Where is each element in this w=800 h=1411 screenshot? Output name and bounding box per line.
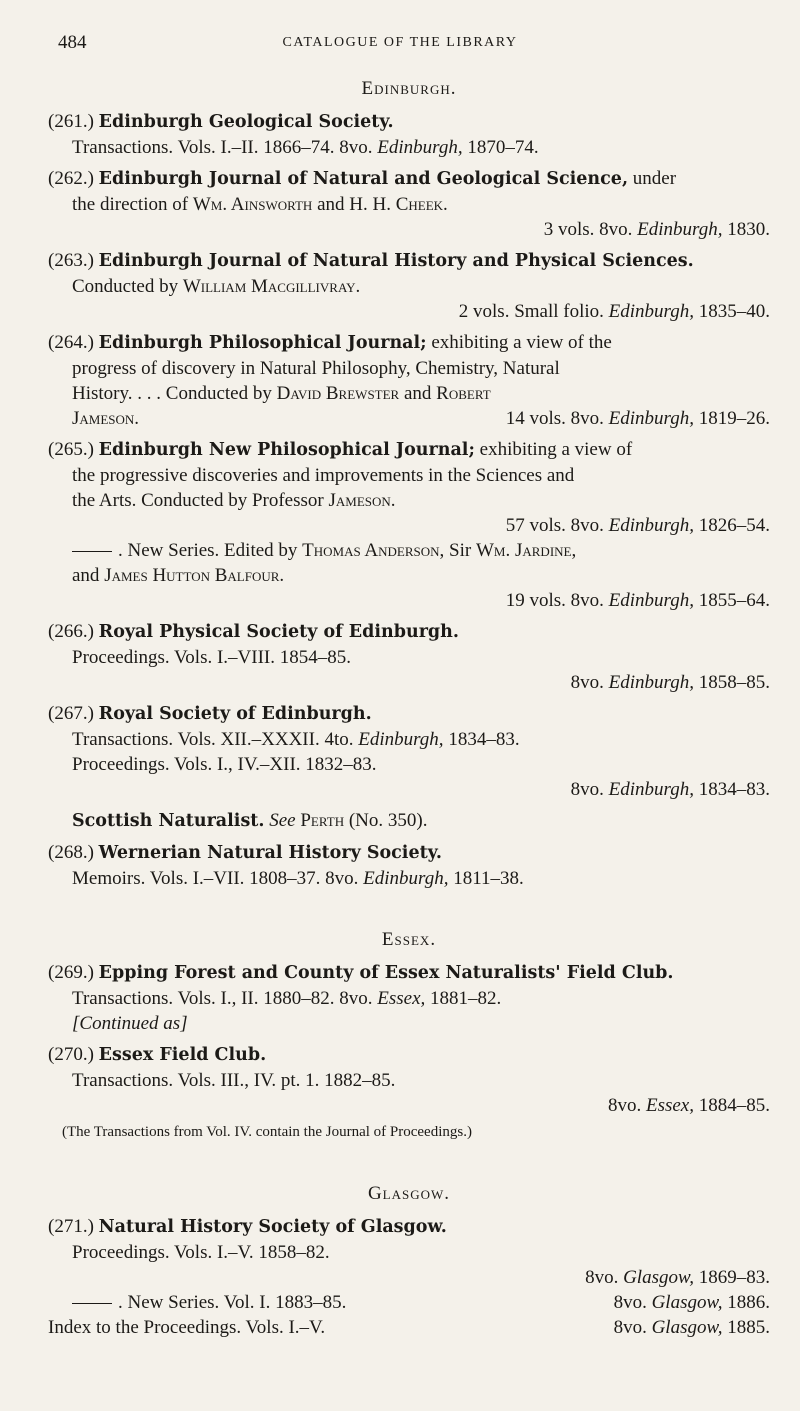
text-segment: 1834–83. xyxy=(448,729,520,750)
text-segment: the direction of xyxy=(72,194,189,215)
text-segment: 57 vols. 8vo. xyxy=(505,515,604,536)
text-segment: [Continued as] xyxy=(72,1013,188,1034)
text-segment: Proceedings. Vols. I., IV.–XII. 1832–83. xyxy=(72,754,377,775)
entry-265: (265.) Edinburgh New Philosophical Journal; exhibiting a view of the progressive discoveries and improvements in the Sciences and the Arts. Conducted by Professor Jameson. 57 vols. 8vo. Edinburgh, 1826–54. . New Series. Edited by Thomas Anderson, Sir Wm. Jardine, and James Hutton Balfour. 19 vols. 8vo. Edinburgh, 1855–64. xyxy=(48,439,770,611)
text-segment: 8vo. xyxy=(613,1317,647,1338)
text-segment: the Arts. Conducted by Professor xyxy=(72,490,324,511)
text-segment: Glasgow, xyxy=(651,1317,723,1338)
text-segment: (269.) xyxy=(48,962,94,983)
text-segment: 1869–83. xyxy=(698,1267,770,1288)
entry-title: Edinburgh New Philosophical Journal; xyxy=(98,440,475,460)
entry-266 xyxy=(48,619,770,695)
text-segment: Jameson. xyxy=(72,408,140,429)
text-segment: Essex, xyxy=(377,988,426,1009)
entry-title: Natural History Society of Glasgow. xyxy=(98,1217,447,1237)
text-segment: Edinburgh, xyxy=(363,868,449,889)
text-segment: Edinburgh, xyxy=(358,729,444,750)
text-segment: William Macgillivray. xyxy=(182,276,361,297)
text-segment: Memoirs. Vols. I.–VII. 1808–37. 8vo. xyxy=(72,868,359,889)
text-segment: Transactions. Vols. XII.–XXXII. 4to. xyxy=(72,729,354,750)
entry-267 xyxy=(48,701,770,802)
running-title: CATALOGUE OF THE LIBRARY xyxy=(282,35,518,50)
text-segment: 1886. xyxy=(727,1292,770,1313)
text-segment: and xyxy=(72,565,100,586)
text-segment: Edinburgh, xyxy=(608,515,694,536)
text-segment: and xyxy=(403,383,432,404)
text-segment: Glasgow, xyxy=(651,1292,723,1313)
entry-261 xyxy=(48,109,770,160)
text-segment: Proceedings. Vols. I.–VIII. 1854–85. xyxy=(72,647,351,668)
entry-262 xyxy=(48,166,770,242)
text-segment: Robert xyxy=(436,383,491,404)
entry-264 xyxy=(48,330,770,431)
entry-title: Epping Forest and County of Essex Naturalists' Field Club. xyxy=(98,963,674,983)
text-segment: Wm. Jardine, xyxy=(475,540,577,561)
text-segment: H. H. Cheek. xyxy=(349,194,448,215)
page-number: 484 xyxy=(58,32,87,53)
entry-title: Edinburgh Journal of Natural and Geological Science, xyxy=(98,169,629,189)
text-segment: History. . . . Conducted by xyxy=(72,383,272,404)
text-segment: (270.) xyxy=(48,1044,94,1065)
text-segment: exhibiting a view of xyxy=(479,439,633,460)
text-segment: Perth xyxy=(300,810,345,831)
text-segment: 1881–82. xyxy=(430,988,502,1009)
text-segment: Wm. Ainsworth xyxy=(192,194,313,215)
entry-270 xyxy=(48,1042,770,1145)
entry-title: Edinburgh Geological Society. xyxy=(98,112,394,132)
text-segment: 1885. xyxy=(727,1317,770,1338)
text-segment: (267.) xyxy=(48,703,94,724)
text-segment: (264.) xyxy=(48,332,94,353)
entry-title: Edinburgh Philosophical Journal; xyxy=(98,333,427,353)
text-segment: (No. 350). xyxy=(348,810,428,831)
text-segment: 8vo. xyxy=(570,779,604,800)
text-segment: progress of discovery in Natural Philosophy, Chemistry, Natural xyxy=(72,358,560,379)
text-segment: Edinburgh, xyxy=(637,219,723,240)
text-segment: James Hutton Balfour. xyxy=(104,565,285,586)
text-segment: Transactions. Vols. III., IV. pt. 1. 1882–85. xyxy=(72,1070,396,1091)
entry-title: Essex Field Club. xyxy=(98,1045,267,1065)
text-segment: Jameson. xyxy=(328,490,396,511)
entry-title: Wernerian Natural History Society. xyxy=(98,843,442,863)
text-segment: Sir xyxy=(449,540,472,561)
section-heading-essex: Essex. xyxy=(381,929,437,950)
entry-263 xyxy=(48,248,770,324)
ditto-dash xyxy=(72,1303,112,1304)
text-segment: Index to the Proceedings. Vols. I.–V. xyxy=(48,1317,326,1338)
text-segment: Essex, xyxy=(645,1095,694,1116)
text-segment: (262.) xyxy=(48,168,94,189)
text-segment: 1834–83. xyxy=(698,779,770,800)
text-segment: 1870–74. xyxy=(467,137,539,158)
text-segment: 8vo. xyxy=(585,1267,619,1288)
entry-scottish-naturalist xyxy=(48,808,770,834)
text-segment: and xyxy=(317,194,345,215)
section-heading-glasgow: Glasgow. xyxy=(367,1183,451,1204)
text-segment: 8vo. xyxy=(570,672,604,693)
text-segment: (268.) xyxy=(48,842,94,863)
text-segment: David Brewster xyxy=(276,383,400,404)
section-heading-edinburgh: Edinburgh. xyxy=(361,78,457,99)
text-segment: 1884–85. xyxy=(698,1095,770,1116)
text-segment: Conducted by xyxy=(72,276,179,297)
text-segment: (266.) xyxy=(48,621,94,642)
text-segment: New Series. Vol. I. 1883–85. xyxy=(127,1292,347,1313)
text-segment: under xyxy=(632,168,677,189)
text-segment: 1835–40. xyxy=(698,301,770,322)
text-segment: 1811–38. xyxy=(453,868,524,889)
text-segment: Transactions. Vols. I.–II. 1866–74. 8vo. xyxy=(72,137,373,158)
text-segment: 8vo. xyxy=(607,1095,642,1116)
text-segment: 3 vols. 8vo. xyxy=(543,219,633,240)
text-segment: 19 vols. 8vo. xyxy=(505,590,604,611)
text-segment: (265.) xyxy=(48,439,94,460)
text-segment: the progressive discoveries and improvements in the Sciences and xyxy=(72,465,575,486)
entry-title: Royal Physical Society of Edinburgh. xyxy=(98,622,459,642)
text-segment: Edinburgh, xyxy=(377,137,463,158)
text-segment: See xyxy=(269,810,296,831)
text-segment: exhibiting a view of the xyxy=(431,332,612,353)
text-segment: (263.) xyxy=(48,250,94,271)
text-segment: Glasgow, xyxy=(623,1267,694,1288)
text-segment: Transactions. Vols. I., II. 1880–82. 8vo. xyxy=(72,988,373,1009)
text-segment: 1826–54. xyxy=(698,515,770,536)
text-segment: Edinburgh, xyxy=(608,779,694,800)
text-segment: Proceedings. Vols. I.–V. 1858–82. xyxy=(72,1242,330,1263)
text-segment: 8vo. xyxy=(613,1292,647,1313)
entry-title: Scottish Naturalist. xyxy=(72,811,265,831)
text-segment: Edinburgh, xyxy=(608,301,694,322)
entry-269 xyxy=(48,960,770,1036)
text-segment: 1855–64. xyxy=(698,590,770,611)
catalogue-content xyxy=(48,76,770,1346)
text-segment: 1819–26. xyxy=(698,408,770,429)
text-segment: 2 vols. Small folio. xyxy=(458,301,604,322)
text-segment: 1858–85. xyxy=(698,672,770,693)
entry-number: (261.) xyxy=(48,111,94,132)
text-segment: Edinburgh, xyxy=(608,590,694,611)
page-header xyxy=(0,32,800,62)
footnote: (The Transactions from Vol. IV. contain the Journal of Proceedings.) xyxy=(62,1124,472,1140)
entry-title: Edinburgh Journal of Natural History and Physical Sciences. xyxy=(98,251,694,271)
text-segment: Thomas Anderson, xyxy=(302,540,445,561)
text-segment: Edinburgh, xyxy=(608,408,694,429)
entry-271: (271.) Natural History Society of Glasgow. Proceedings. Vols. I.–V. 1858–82. 8vo. Glasgow, 1869–83. . New Series. Vol. I. 1883–85. 8vo. Glasgow, 1886. Index to the Proceedings. Vols. I.–V. 8vo. Glasgow, 1885. xyxy=(48,1216,770,1338)
ditto-dash xyxy=(72,551,112,552)
entry-title: Royal Society of Edinburgh. xyxy=(98,704,372,724)
text-segment: New Series. Edited by xyxy=(127,540,298,561)
text-segment: (271.) xyxy=(48,1216,94,1237)
text-segment: 14 vols. 8vo. xyxy=(505,408,604,429)
text-segment: Edinburgh, xyxy=(608,672,694,693)
text-segment: 1830. xyxy=(727,219,770,240)
entry-268 xyxy=(48,840,770,891)
